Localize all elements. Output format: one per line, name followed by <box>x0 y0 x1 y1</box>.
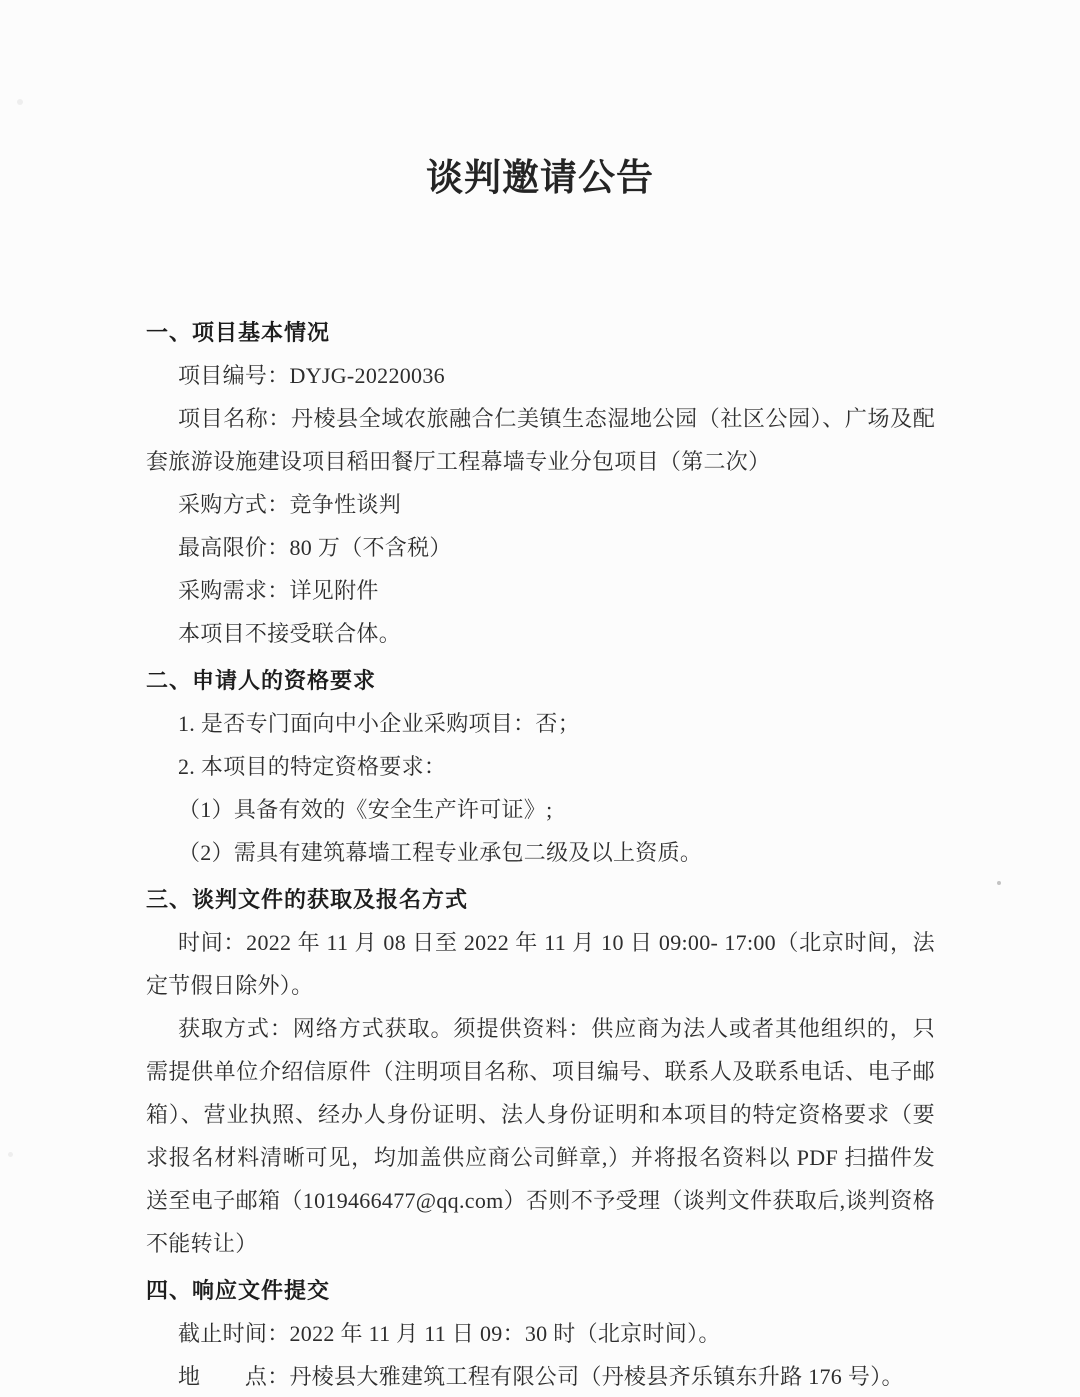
scan-speck <box>997 881 1001 885</box>
document-body <box>146 311 935 1397</box>
scan-speck <box>8 1152 13 1157</box>
paragraph-obtain-method: 获取方式：网络方式获取。须提供资料：供应商为法人或者其他组织的，只需提供单位介绍信原件（注明项目名称、项目编号、联系人及联系电话、电子邮箱）、营业执照、经办人身份证明、法人身份证明和本项目的特定资格要求（要求报名材料清晰可见，均加盖供应商公司鲜章,）并将报名资料以 PDF 扫描件发送至电子邮箱（1019466477@qq.com）否则不予受理（谈判文件获取后,谈判资格不能转让） <box>146 1016 935 1256</box>
paragraph-specific-qualification: 2. 本项目的特定资格要求： <box>178 754 447 779</box>
section-heading-1: 一、项目基本情况 <box>146 320 331 345</box>
section-heading-2: 二、申请人的资格要求 <box>146 668 377 693</box>
section-heading-4: 四、响应文件提交 <box>146 1278 331 1303</box>
paragraph-obtain-time: 时间：2022 年 11 月 08 日至 2022 年 11 月 10 日 09:00- 17:00（北京时间，法定节假日除外）。 <box>146 930 935 998</box>
paragraph-project-name: 项目名称：丹棱县全域农旅融合仁美镇生态湿地公园（社区公园）、广场及配套旅游设施建设项目稻田餐厅工程幕墙专业分包项目（第二次） <box>146 406 935 474</box>
paragraph-deadline: 截止时间：2022 年 11 月 11 日 09：30 时（北京时间）。 <box>178 1321 721 1346</box>
paragraph-sme-question: 1. 是否专门面向中小企业采购项目：否； <box>178 711 581 736</box>
paragraph-procurement-method: 采购方式：竞争性谈判 <box>178 492 402 517</box>
scan-speck <box>17 99 23 105</box>
paragraph-price-limit: 最高限价：80 万（不含税） <box>178 535 452 560</box>
paragraph-project-number: 项目编号：DYJG-20220036 <box>178 363 445 388</box>
paragraph-submission-location: 地 点：丹棱县大雅建筑工程有限公司（丹棱县齐乐镇东升路 176 号）。 <box>178 1364 904 1389</box>
section-heading-3: 三、谈判文件的获取及报名方式 <box>146 887 469 912</box>
paragraph-no-consortium: 本项目不接受联合体。 <box>178 621 402 646</box>
document-title: 谈判邀请公告 <box>426 158 654 199</box>
paragraph-procurement-requirement: 采购需求：详见附件 <box>178 578 379 603</box>
paragraph-qualification-2: （2）需具有建筑幕墙工程专业承包二级及以上资质。 <box>178 840 703 865</box>
paragraph-qualification-1: （1）具备有效的《安全生产许可证》; <box>178 797 553 822</box>
